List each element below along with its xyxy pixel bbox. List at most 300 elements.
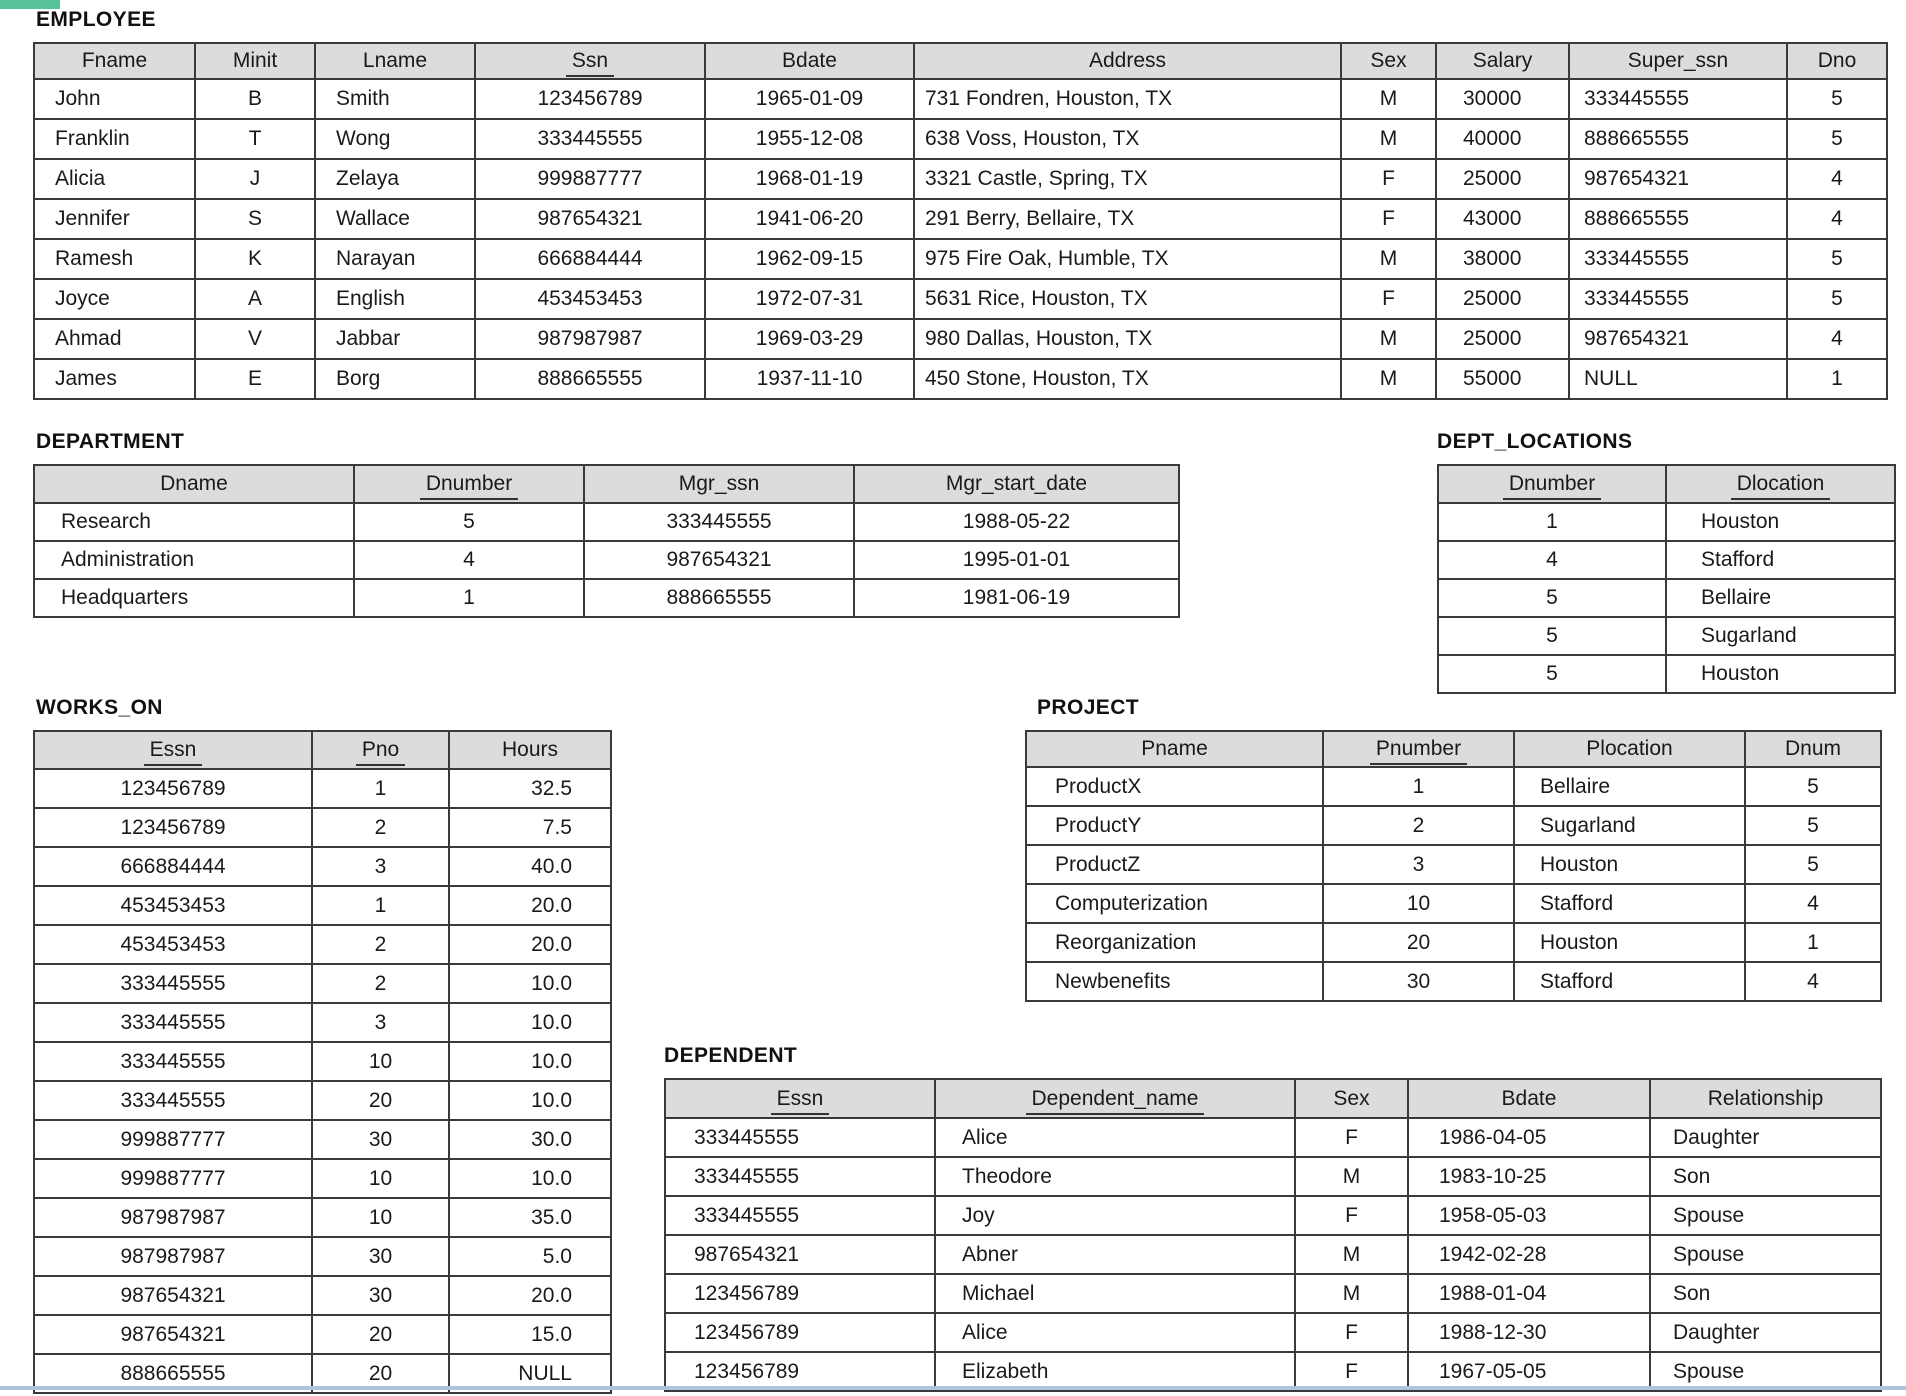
table-cell: 987987987 (34, 1237, 312, 1276)
table-cell: Borg (315, 359, 475, 399)
table-row (34, 1042, 611, 1081)
table-cell: 10 (312, 1198, 449, 1237)
table-cell: 5 (1787, 279, 1887, 319)
table-row (1438, 579, 1895, 617)
table-cell: M (1341, 119, 1436, 159)
table-cell: Michael (935, 1274, 1295, 1313)
table-cell: Houston (1666, 655, 1895, 693)
table-cell: Abner (935, 1235, 1295, 1274)
table-cell: 30000 (1436, 79, 1569, 119)
primary-key-label: Dlocation (1731, 472, 1831, 500)
table-cell: NULL (449, 1354, 611, 1393)
table-cell: 666884444 (475, 239, 705, 279)
table-cell: NULL (1569, 359, 1787, 399)
header-row (34, 465, 1179, 503)
table-cell: 2 (1323, 806, 1514, 845)
column-header-pno (312, 731, 449, 769)
table-row (34, 769, 611, 808)
table-cell: 10.0 (449, 964, 611, 1003)
table-cell: A (195, 279, 315, 319)
table-row (665, 1118, 1881, 1157)
table-cell: Smith (315, 79, 475, 119)
table-cell: 888665555 (34, 1354, 312, 1393)
table-cell: 123456789 (665, 1274, 935, 1313)
table-cell: 1968-01-19 (705, 159, 914, 199)
table-cell: 1 (1745, 923, 1881, 962)
works-on-table-section (33, 696, 612, 1394)
table-cell: 2 (312, 808, 449, 847)
table-cell: Sugarland (1514, 806, 1745, 845)
header-row (34, 731, 611, 769)
column-header-salary (1436, 43, 1569, 79)
table-cell: Ramesh (34, 239, 195, 279)
table-cell: 333445555 (665, 1157, 935, 1196)
table-cell: 1988-05-22 (854, 503, 1179, 541)
column-label: Sex (1333, 1086, 1370, 1110)
table-cell: 1 (1323, 767, 1514, 806)
table-cell: 5.0 (449, 1237, 611, 1276)
table-cell: Alice (935, 1313, 1295, 1352)
table-cell: 333445555 (475, 119, 705, 159)
table-cell: 888665555 (1569, 199, 1787, 239)
table-cell: 1937-11-10 (705, 359, 914, 399)
table-cell: Wong (315, 119, 475, 159)
table-cell: M (1341, 239, 1436, 279)
table-cell: 5 (1745, 806, 1881, 845)
column-header-super_ssn (1569, 43, 1787, 79)
table-cell: F (1341, 159, 1436, 199)
table-cell: Bellaire (1666, 579, 1895, 617)
table-cell: 10.0 (449, 1003, 611, 1042)
table-cell: 38000 (1436, 239, 1569, 279)
column-label: Mgr_ssn (678, 472, 760, 495)
table-cell: 5 (1438, 617, 1666, 655)
table-row (1438, 617, 1895, 655)
table-row (665, 1235, 1881, 1274)
table-cell: 1969-03-29 (705, 319, 914, 359)
header-row (1438, 465, 1895, 503)
table-cell: Son (1650, 1274, 1881, 1313)
table-cell: 1958-05-03 (1408, 1196, 1650, 1235)
table-cell: ProductX (1026, 767, 1323, 806)
table-row (34, 239, 1887, 279)
primary-key-label: Pnumber (1370, 737, 1467, 765)
table-cell: 1995-01-01 (854, 541, 1179, 579)
table-row (34, 503, 1179, 541)
table-row (34, 847, 611, 886)
table-cell: 25000 (1436, 279, 1569, 319)
table-cell: 2 (312, 925, 449, 964)
table-cell: 20.0 (449, 925, 611, 964)
table-cell: 987987987 (34, 1198, 312, 1237)
table-cell: 123456789 (665, 1352, 935, 1391)
department-data-table (33, 464, 1180, 618)
column-header-dnumber (1438, 465, 1666, 503)
header-row (34, 43, 1887, 79)
table-cell: 1988-01-04 (1408, 1274, 1650, 1313)
table-cell: 10 (1323, 884, 1514, 923)
table-row (34, 359, 1887, 399)
column-header-ssn (475, 43, 705, 79)
column-label: Relationship (1707, 1086, 1824, 1110)
table-cell: 333445555 (34, 1042, 312, 1081)
table-row (1026, 767, 1881, 806)
table-cell: 731 Fondren, Houston, TX (914, 79, 1341, 119)
table-cell: Daughter (1650, 1313, 1881, 1352)
table-cell: 5 (1787, 239, 1887, 279)
dept-locations-data-table (1437, 464, 1896, 694)
table-cell: 4 (1745, 962, 1881, 1001)
table-cell: Headquarters (34, 579, 354, 617)
table-cell: ProductY (1026, 806, 1323, 845)
column-header-essn (665, 1079, 935, 1118)
table-cell: 32.5 (449, 769, 611, 808)
table-cell: 3 (312, 847, 449, 886)
table-cell: 30 (312, 1276, 449, 1315)
table-cell: 333445555 (34, 1003, 312, 1042)
table-cell: 30 (312, 1120, 449, 1159)
table-cell: 450 Stone, Houston, TX (914, 359, 1341, 399)
table-cell: 5 (1438, 655, 1666, 693)
column-label: Plocation (1586, 737, 1673, 760)
table-cell: 1941-06-20 (705, 199, 914, 239)
header-row (665, 1079, 1881, 1118)
table-cell: 43000 (1436, 199, 1569, 239)
table-row (665, 1196, 1881, 1235)
table-row (34, 925, 611, 964)
table-cell: 123456789 (34, 769, 312, 808)
department-table-section (33, 430, 1180, 618)
column-header-lname (315, 43, 475, 79)
column-label: Dno (1817, 49, 1857, 72)
header-row (1026, 731, 1881, 767)
column-header-relationship (1650, 1079, 1881, 1118)
column-header-address (914, 43, 1341, 79)
table-cell: Houston (1666, 503, 1895, 541)
table-cell: 333445555 (1569, 279, 1787, 319)
table-cell: 987654321 (1569, 319, 1787, 359)
table-row (34, 1276, 611, 1315)
project-data-table (1025, 730, 1882, 1002)
column-header-plocation (1514, 731, 1745, 767)
table-cell: Son (1650, 1157, 1881, 1196)
table-cell: E (195, 359, 315, 399)
table-cell: James (34, 359, 195, 399)
column-label: Bdate (782, 49, 837, 72)
table-cell: Ahmad (34, 319, 195, 359)
table-cell: 5 (1787, 79, 1887, 119)
table-cell: 4 (1438, 541, 1666, 579)
column-label: Lname (362, 49, 428, 72)
table-cell: 3321 Castle, Spring, TX (914, 159, 1341, 199)
column-header-mgr_ssn (584, 465, 854, 503)
table-cell: 3 (312, 1003, 449, 1042)
table-cell: 999887777 (34, 1120, 312, 1159)
table-cell: 1 (312, 886, 449, 925)
table-cell: Houston (1514, 845, 1745, 884)
table-cell: 20.0 (449, 1276, 611, 1315)
column-header-essn (34, 731, 312, 769)
table-cell: 888665555 (1569, 119, 1787, 159)
column-label: Super_ssn (1627, 49, 1729, 72)
table-cell: Franklin (34, 119, 195, 159)
column-header-pnumber (1323, 731, 1514, 767)
primary-key-label: Dependent_name (1026, 1087, 1205, 1115)
table-cell: F (1295, 1352, 1408, 1391)
table-cell: 5 (1787, 119, 1887, 159)
column-header-dno (1787, 43, 1887, 79)
table-cell: Zelaya (315, 159, 475, 199)
table-row (34, 1159, 611, 1198)
table-cell: F (1295, 1118, 1408, 1157)
table-cell: 10.0 (449, 1042, 611, 1081)
table-row (1438, 655, 1895, 693)
table-cell: Administration (34, 541, 354, 579)
primary-key-label: Dnumber (420, 472, 518, 500)
table-row (34, 1081, 611, 1120)
table-cell: 987654321 (34, 1276, 312, 1315)
window-bottom-edge (0, 1386, 1906, 1390)
dependent-table-title: DEPENDENT (664, 1044, 798, 1067)
table-row (34, 279, 1887, 319)
table-cell: 5 (1745, 767, 1881, 806)
column-label: Hours (501, 738, 559, 761)
table-cell: F (1295, 1313, 1408, 1352)
table-cell: 4 (1787, 159, 1887, 199)
table-cell: 20.0 (449, 886, 611, 925)
column-header-dlocation (1666, 465, 1895, 503)
primary-key-label: Essn (144, 738, 203, 766)
table-cell: 1981-06-19 (854, 579, 1179, 617)
table-cell: 1 (354, 579, 584, 617)
table-cell: M (1295, 1274, 1408, 1313)
table-cell: 1962-09-15 (705, 239, 914, 279)
table-cell: 666884444 (34, 847, 312, 886)
table-cell: F (1341, 279, 1436, 319)
table-cell: 333445555 (34, 1081, 312, 1120)
table-row (34, 319, 1887, 359)
column-header-dname (34, 465, 354, 503)
table-cell: 5631 Rice, Houston, TX (914, 279, 1341, 319)
column-label: Dname (160, 472, 228, 495)
table-cell: Spouse (1650, 1196, 1881, 1235)
column-label: Sex (1370, 49, 1407, 72)
table-cell: 15.0 (449, 1315, 611, 1354)
table-cell: 1965-01-09 (705, 79, 914, 119)
table-cell: 638 Voss, Houston, TX (914, 119, 1341, 159)
table-cell: 30 (312, 1237, 449, 1276)
table-row (34, 579, 1179, 617)
table-row (34, 159, 1887, 199)
table-row (665, 1274, 1881, 1313)
table-cell: 30 (1323, 962, 1514, 1001)
table-cell: 20 (1323, 923, 1514, 962)
table-cell: 333445555 (34, 964, 312, 1003)
table-cell: 4 (354, 541, 584, 579)
column-header-fname (34, 43, 195, 79)
table-cell: 5 (1438, 579, 1666, 617)
table-cell: 453453453 (34, 925, 312, 964)
table-cell: Houston (1514, 923, 1745, 962)
table-cell: F (1295, 1196, 1408, 1235)
table-cell: 1983-10-25 (1408, 1157, 1650, 1196)
table-cell: 888665555 (475, 359, 705, 399)
table-cell: 35.0 (449, 1198, 611, 1237)
table-cell: Research (34, 503, 354, 541)
primary-key-label: Pno (356, 738, 405, 766)
table-cell: 1955-12-08 (705, 119, 914, 159)
table-cell: V (195, 319, 315, 359)
table-cell: Bellaire (1514, 767, 1745, 806)
table-cell: 5 (1745, 845, 1881, 884)
table-cell: Daughter (1650, 1118, 1881, 1157)
column-header-dependent_name (935, 1079, 1295, 1118)
table-row (665, 1313, 1881, 1352)
table-cell: Joy (935, 1196, 1295, 1235)
table-cell: 7.5 (449, 808, 611, 847)
project-table-title: PROJECT (1037, 696, 1139, 719)
table-cell: 10.0 (449, 1159, 611, 1198)
column-label: Fname (81, 49, 148, 72)
employee-table-section (33, 8, 1888, 400)
table-cell: Alicia (34, 159, 195, 199)
table-cell: Computerization (1026, 884, 1323, 923)
table-cell: 123456789 (475, 79, 705, 119)
table-cell: 333445555 (665, 1118, 935, 1157)
table-cell: F (1341, 199, 1436, 239)
table-cell: Jabbar (315, 319, 475, 359)
primary-key-label: Ssn (566, 49, 614, 77)
table-row (1026, 806, 1881, 845)
table-cell: 1967-05-05 (1408, 1352, 1650, 1391)
table-cell: M (1341, 79, 1436, 119)
table-cell: 20 (312, 1315, 449, 1354)
table-row (34, 199, 1887, 239)
table-row (34, 886, 611, 925)
table-cell: 999887777 (34, 1159, 312, 1198)
table-row (34, 1237, 611, 1276)
column-label: Pname (1141, 737, 1208, 760)
table-cell: 40.0 (449, 847, 611, 886)
table-cell: ProductZ (1026, 845, 1323, 884)
table-cell: 453453453 (34, 886, 312, 925)
table-cell: Alice (935, 1118, 1295, 1157)
table-cell: Narayan (315, 239, 475, 279)
table-cell: 987654321 (475, 199, 705, 239)
table-row (1438, 541, 1895, 579)
table-cell: 888665555 (584, 579, 854, 617)
table-cell: 1972-07-31 (705, 279, 914, 319)
table-row (34, 541, 1179, 579)
column-header-dnum (1745, 731, 1881, 767)
table-cell: 291 Berry, Bellaire, TX (914, 199, 1341, 239)
column-header-bdate (1408, 1079, 1650, 1118)
table-cell: 4 (1787, 199, 1887, 239)
dept-locations-table-title: DEPT_LOCATIONS (1437, 430, 1633, 453)
table-cell: 25000 (1436, 319, 1569, 359)
table-cell: 1942-02-28 (1408, 1235, 1650, 1274)
table-cell: English (315, 279, 475, 319)
table-cell: Sugarland (1666, 617, 1895, 655)
table-cell: Reorganization (1026, 923, 1323, 962)
table-cell: 975 Fire Oak, Humble, TX (914, 239, 1341, 279)
dept-locations-table-section (1437, 430, 1896, 694)
column-label: Bdate (1501, 1086, 1557, 1110)
table-cell: Stafford (1514, 884, 1745, 923)
column-header-bdate (705, 43, 914, 79)
table-cell: Elizabeth (935, 1352, 1295, 1391)
table-row (1026, 962, 1881, 1001)
column-header-sex (1295, 1079, 1408, 1118)
table-cell: 987987987 (475, 319, 705, 359)
employee-table-title: EMPLOYEE (36, 8, 156, 31)
table-row (1026, 845, 1881, 884)
column-label: Minit (232, 49, 278, 72)
table-cell: Newbenefits (1026, 962, 1323, 1001)
table-cell: 987654321 (584, 541, 854, 579)
table-row (1026, 884, 1881, 923)
table-cell: 25000 (1436, 159, 1569, 199)
table-cell: 10.0 (449, 1081, 611, 1120)
table-cell: M (1295, 1157, 1408, 1196)
table-cell: 4 (1745, 884, 1881, 923)
table-cell: 1 (1787, 359, 1887, 399)
table-row (34, 79, 1887, 119)
table-row (34, 1120, 611, 1159)
table-cell: B (195, 79, 315, 119)
dependent-data-table (664, 1078, 1882, 1392)
table-cell: John (34, 79, 195, 119)
table-cell: 1986-04-05 (1408, 1118, 1650, 1157)
table-cell: 987654321 (34, 1315, 312, 1354)
table-row (1438, 503, 1895, 541)
table-row (34, 964, 611, 1003)
table-cell: Spouse (1650, 1235, 1881, 1274)
table-cell: 10 (312, 1159, 449, 1198)
table-cell: 453453453 (475, 279, 705, 319)
table-row (34, 808, 611, 847)
table-cell: K (195, 239, 315, 279)
table-row (1026, 923, 1881, 962)
table-cell: 333445555 (1569, 79, 1787, 119)
table-cell: 123456789 (665, 1313, 935, 1352)
table-cell: 999887777 (475, 159, 705, 199)
table-cell: 980 Dallas, Houston, TX (914, 319, 1341, 359)
table-cell: 3 (1323, 845, 1514, 884)
table-cell: Spouse (1650, 1352, 1881, 1391)
table-row (34, 1003, 611, 1042)
project-table-section (1025, 696, 1882, 1002)
department-table-title: DEPARTMENT (36, 430, 185, 453)
column-header-hours (449, 731, 611, 769)
column-header-mgr_start_date (854, 465, 1179, 503)
table-cell: T (195, 119, 315, 159)
table-row (34, 1315, 611, 1354)
column-label: Salary (1472, 49, 1533, 72)
column-label: Mgr_start_date (945, 472, 1088, 495)
table-cell: 333445555 (1569, 239, 1787, 279)
table-cell: 10 (312, 1042, 449, 1081)
primary-key-label: Essn (771, 1087, 830, 1115)
table-cell: Theodore (935, 1157, 1295, 1196)
works-on-data-table (33, 730, 612, 1394)
table-cell: Stafford (1514, 962, 1745, 1001)
table-cell: 40000 (1436, 119, 1569, 159)
table-cell: 333445555 (665, 1196, 935, 1235)
table-cell: Joyce (34, 279, 195, 319)
table-row (665, 1157, 1881, 1196)
table-cell: M (1295, 1235, 1408, 1274)
